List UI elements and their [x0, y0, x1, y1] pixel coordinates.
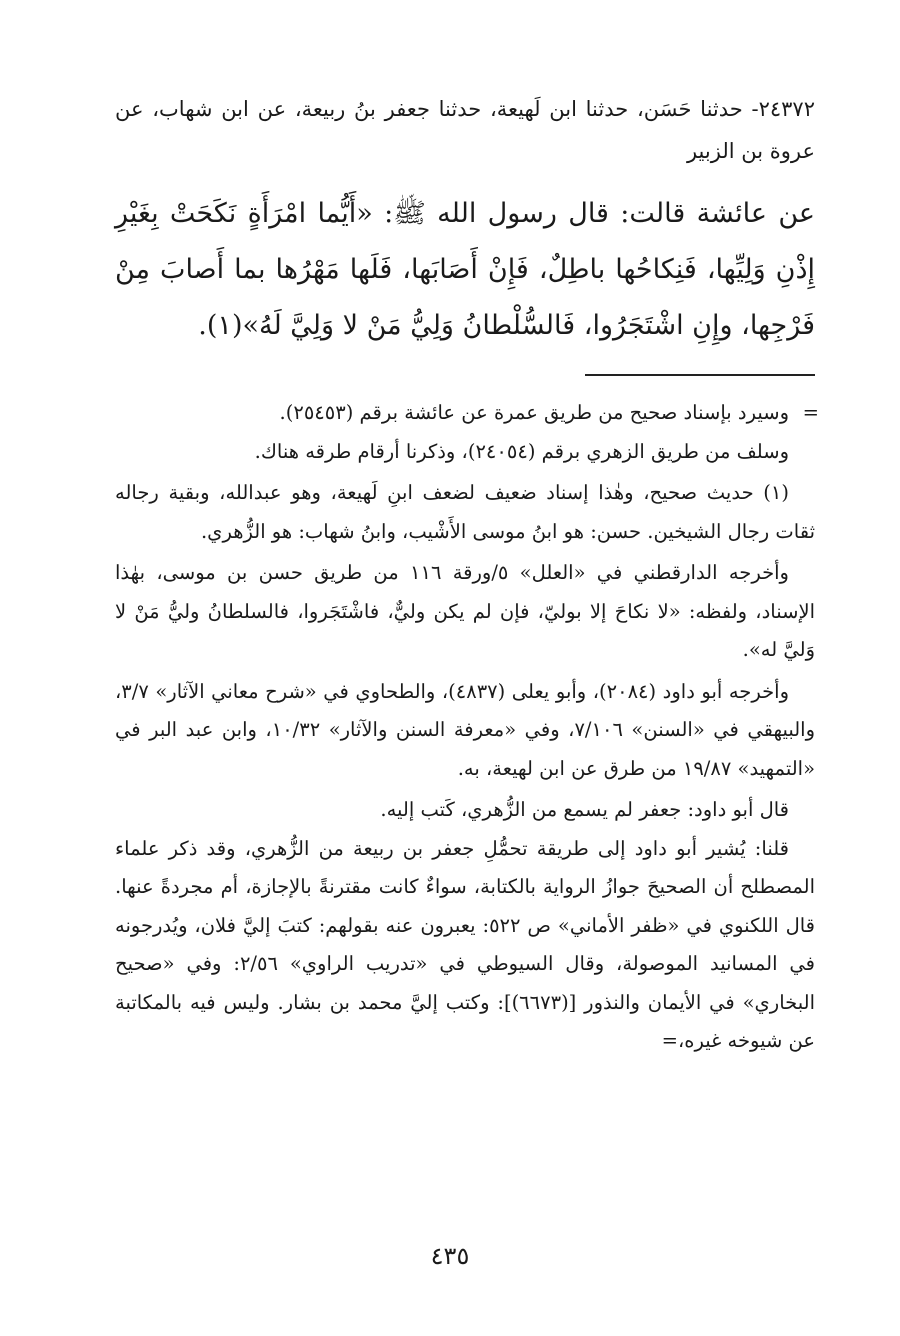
- continuation-mark: =: [802, 401, 819, 424]
- footnotes: [115, 394, 819, 1061]
- footnote-divider: [585, 374, 815, 376]
- footnote-continuation: [115, 394, 819, 433]
- footnote-paragraph: وأخرجه الدارقطني في «العلل» ٥/ورقة ١١٦ من طريق حسن بن موسى، بهٰذا الإسناد، ولفظه: «لا نكاحَ إلا بوليّ، فإن لم يكن وليٌّ، فاشْتَجَروا، فالسلطانُ وليُّ مَنْ لا وَليَّ له».: [115, 561, 815, 661]
- footnote-paragraph: قال أبو داود: جعفر لم يسمع من الزُّهري، كَتب إليه.: [380, 798, 789, 821]
- hadith-matn: عن عائشة قالت: قال رسول الله ﷺ: «أَيُّما امْرَأَةٍ نَكَحَتْ بِغَيْرِ إِذْنِ وَلِيِّها، فَنِكاحُها باطِلٌ، فَإِنْ أَصَابَها، فَلَها مَهْرُها بما أَصابَ مِنْ فَرْجِها، وإِنِ اشْتَجَرُوا، فَالسُّلْطانُ وَلِيُّ مَنْ لا وَلِيَّ لَهُ»(١).: [115, 198, 815, 341]
- footnote-paragraph: وأخرجه أبو داود (٢٠٨٤)، وأبو يعلى (٤٨٣٧)، والطحاوي في «شرح معاني الآثار» ٣/٧، والبيهقي في «السنن» ٧/١٠٦، وفي «معرفة السنن والآثار» ١٠/٣٢، وابن عبد البر في «التمهيد» ١٩/٨٧ من طرق عن ابن لهيعة، به.: [115, 679, 815, 780]
- footnote-paragraph: وسلف من طريق الزهري برقم (٢٤٠٥٤)، وذكرنا أرقام طرقه هناك.: [254, 439, 789, 463]
- footnote-1: (١) حديث صحيح، وهٰذا إسناد ضعيف لضعف ابنِ لَهيعة، وهو عبدالله، وبقية رجاله ثقات رجال الشيخين. حسن: هو ابنُ موسى الأَشْيب، وابنُ شهاب: هو الزُّهري.: [115, 481, 815, 543]
- page-number: ٤٣٥: [430, 1242, 470, 1270]
- footnote-paragraph: قلنا: يُشير أبو داود إلى طريقة تحمُّلِ جعفر بن ربيعة من الزُّهري، وقد ذكر علماء المصطلح أن الصحيحَ جوازُ الرواية بالكتابة، سواءٌ كانت مقترنةً بالإجازة، أم مجردةً عنها. قال اللكنوي في «ظفر الأماني» ص ٥٢٢: يعبرون عنه بقولهم: كتبَ إليَّ فلان، ويُدرجونه في المسانيد الموصولة، وقال السيوطي في «تدريب الراوي» ٢/٥٦: وفي «صحيح البخاري» في الأيمان والنذور [(٦٦٧٣)]: وكتب إليَّ محمد بن بشار. وليس فيه بالمكاتبة عن شيوخه غيره،=: [115, 836, 816, 1052]
- hadith-isnad-header: ٢٤٣٧٢- حدثنا حَسَن، حدثنا ابن لَهيعة، حدثنا جعفر بنُ ربيعة، عن ابن شهاب، عن عروة بن الزبير: [115, 97, 815, 163]
- page-body: [115, 88, 819, 1061]
- footnote-text: وسيرد بإسناد صحيح من طريق عمرة عن عائشة برقم (٢٥٤٥٣).: [279, 401, 789, 424]
